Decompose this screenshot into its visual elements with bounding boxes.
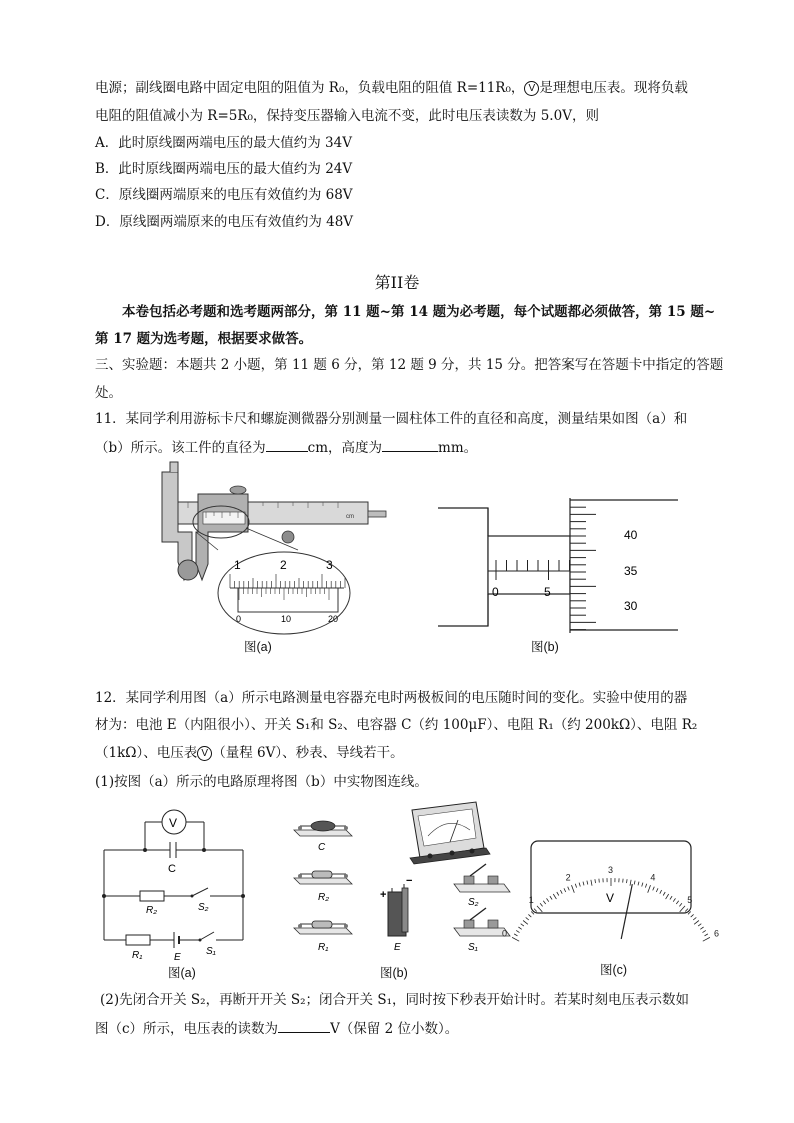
resistor-r2-component bbox=[294, 871, 352, 884]
q12-line1: 12．某同学利用图（a）所示电路测量电容器充电时两极板间的电压随时间的变化。实验中使用的器 bbox=[95, 690, 688, 706]
physical-label-s2: S₂ bbox=[468, 897, 479, 908]
q12-fig-b-caption: 图(b) bbox=[380, 966, 408, 980]
q10-option-b: B．此时原线圈两端电压的最大值约为 24V bbox=[95, 161, 353, 177]
physical-components bbox=[290, 800, 520, 965]
dial-tick-label: 2 bbox=[565, 872, 571, 883]
caliper-main-label-2: 2 bbox=[280, 558, 287, 572]
q12-sub1: (1)按图（a）所示的电路原理将图（b）中实物图连线。 bbox=[95, 774, 428, 790]
circuit-label-e: E bbox=[174, 952, 181, 963]
svg-text:cm: cm bbox=[346, 514, 354, 520]
micrometer-main-label-0: 0 bbox=[492, 585, 499, 599]
q11-fig-a-caption: 图(a) bbox=[244, 640, 272, 654]
answer-blank-diameter[interactable] bbox=[266, 437, 308, 452]
circuit-label-r2: R₂ bbox=[146, 905, 158, 916]
dial-tick bbox=[703, 937, 710, 941]
capacitor-component bbox=[294, 821, 352, 836]
section-intro-2: 第 17 题为选考题，根据要求做答。 bbox=[95, 331, 313, 347]
circuit-label-r1: R₁ bbox=[132, 950, 143, 961]
voltmeter-symbol: V bbox=[197, 746, 212, 761]
dial-tick bbox=[705, 934, 708, 936]
caliper-vernier-label-10: 10 bbox=[281, 614, 292, 624]
dial-tick bbox=[691, 914, 694, 917]
battery-component bbox=[388, 884, 408, 936]
micrometer-figure bbox=[438, 498, 683, 633]
dial-tick bbox=[703, 930, 706, 932]
section-title: 第II卷 bbox=[374, 273, 420, 292]
q12-fig-c-caption: 图(c) bbox=[600, 963, 628, 977]
dial-tick-label: 5 bbox=[687, 894, 693, 905]
switch-s2-component bbox=[454, 864, 510, 892]
q12-sub2-line1: (2)先闭合开关 S₂，再断开开关 S₂；闭合开关 S₁，同时按下秒表开始计时。若某时刻电压表示数如 bbox=[100, 992, 689, 1008]
q10-line1: 电源；副线圈电路中固定电阻的阻值为 R₀，负载电阻的阻值 R=11R₀， V 是理想电压表。现将负载 bbox=[95, 80, 688, 96]
voltmeter-symbol: V bbox=[524, 81, 539, 96]
section-intro-1: 本卷包括必考题和选考题两部分，第 11 题~第 14 题为必考题，每个试题都必须做答，第 15 题~ bbox=[122, 304, 716, 320]
dial-tick bbox=[694, 921, 699, 925]
micrometer-thimble-label-30: 30 bbox=[624, 599, 638, 613]
resistor-r1-component bbox=[294, 921, 352, 934]
q10-option-c: C．原线圈两端原来的电压有效值约为 68V bbox=[95, 187, 353, 203]
dial-tick bbox=[526, 917, 529, 920]
circuit-label-c: C bbox=[168, 863, 176, 875]
dial-tick bbox=[698, 924, 701, 926]
q11-fig-b-caption: 图(b) bbox=[531, 640, 559, 654]
physical-label-plus: + bbox=[380, 889, 387, 901]
caliper-vernier-label-20: 20 bbox=[328, 614, 339, 624]
dial-tick-label: 1 bbox=[528, 894, 534, 905]
circuit-diagram bbox=[100, 808, 248, 968]
answer-blank-voltage[interactable] bbox=[278, 1018, 330, 1033]
micrometer-thimble-label-35: 35 bbox=[624, 564, 638, 578]
circuit-label-v: V bbox=[169, 816, 178, 830]
voltmeter-dial bbox=[502, 840, 720, 939]
vernier-caliper-figure bbox=[148, 462, 393, 637]
dial-tick-label: 0 bbox=[502, 928, 508, 939]
q12-fig-a-caption: 图(a) bbox=[168, 966, 196, 980]
dial-tick bbox=[700, 927, 703, 929]
q11-line2: （b）所示。该工件的直径为 cm，高度为 mm。 bbox=[95, 437, 477, 458]
caliper-main-label-1: 1 bbox=[234, 558, 241, 572]
physical-label-c: C bbox=[318, 842, 326, 853]
micrometer-main-label-5: 5 bbox=[544, 585, 551, 599]
physical-label-r2: R₂ bbox=[318, 892, 330, 903]
dial-tick-label: 4 bbox=[650, 872, 656, 883]
q11-line1: 11．某同学利用游标卡尺和螺旋测微器分别测量一圆柱体工件的直径和高度，测量结果如图（a）和 bbox=[95, 411, 688, 427]
voltmeter-device bbox=[410, 802, 490, 864]
dial-tick bbox=[693, 917, 696, 920]
circuit-label-s2: S₂ bbox=[198, 902, 209, 913]
dial-tick bbox=[523, 921, 528, 925]
micrometer-thimble-label-40: 40 bbox=[624, 528, 638, 542]
physical-label-minus: − bbox=[406, 875, 413, 887]
dial-unit-label: V bbox=[606, 891, 615, 905]
physical-label-s1: S₁ bbox=[468, 942, 478, 953]
part3-line2: 处。 bbox=[95, 385, 122, 401]
q12-line3: （1kΩ）、电压表 V （量程 6V）、秒表、导线若干。 bbox=[95, 745, 404, 761]
caliper-main-label-3: 3 bbox=[326, 558, 333, 572]
dial-tick-label: 3 bbox=[608, 865, 614, 875]
part3-line1: 三、实验题：本题共 2 小题，第 11 题 6 分，第 12 题 9 分，共 15 分。把答案写在答题卡中指定的答题 bbox=[95, 357, 724, 373]
dial-tick bbox=[521, 924, 524, 926]
dial-tick-label: 6 bbox=[714, 928, 720, 939]
dial-tick bbox=[528, 914, 531, 917]
q10-option-a: A．此时原线圈两端电压的最大值约为 34V bbox=[95, 135, 352, 151]
physical-label-r1: R₁ bbox=[318, 942, 329, 953]
caliper-vernier-label-0: 0 bbox=[236, 614, 242, 624]
answer-blank-height[interactable] bbox=[382, 437, 438, 452]
q10-line2: 电阻的阻值减小为 R=5R₀，保持变压器输入电流不变，此时电压表读数为 5.0V，则 bbox=[95, 108, 599, 124]
q12-line2: 材为：电池 E（内阻很小）、开关 S₁和 S₂、电容器 C（约 100μF）、电阻 R₁（约 200kΩ）、电阻 R₂ bbox=[95, 717, 698, 733]
q12-sub2-line2: 图（c）所示，电压表的读数为 V（保留 2 位小数）。 bbox=[95, 1018, 458, 1039]
physical-label-e: E bbox=[394, 942, 401, 953]
q10-option-d: D．原线圈两端原来的电压有效值约为 48V bbox=[95, 214, 354, 230]
circuit-label-s1: S₁ bbox=[206, 946, 216, 957]
